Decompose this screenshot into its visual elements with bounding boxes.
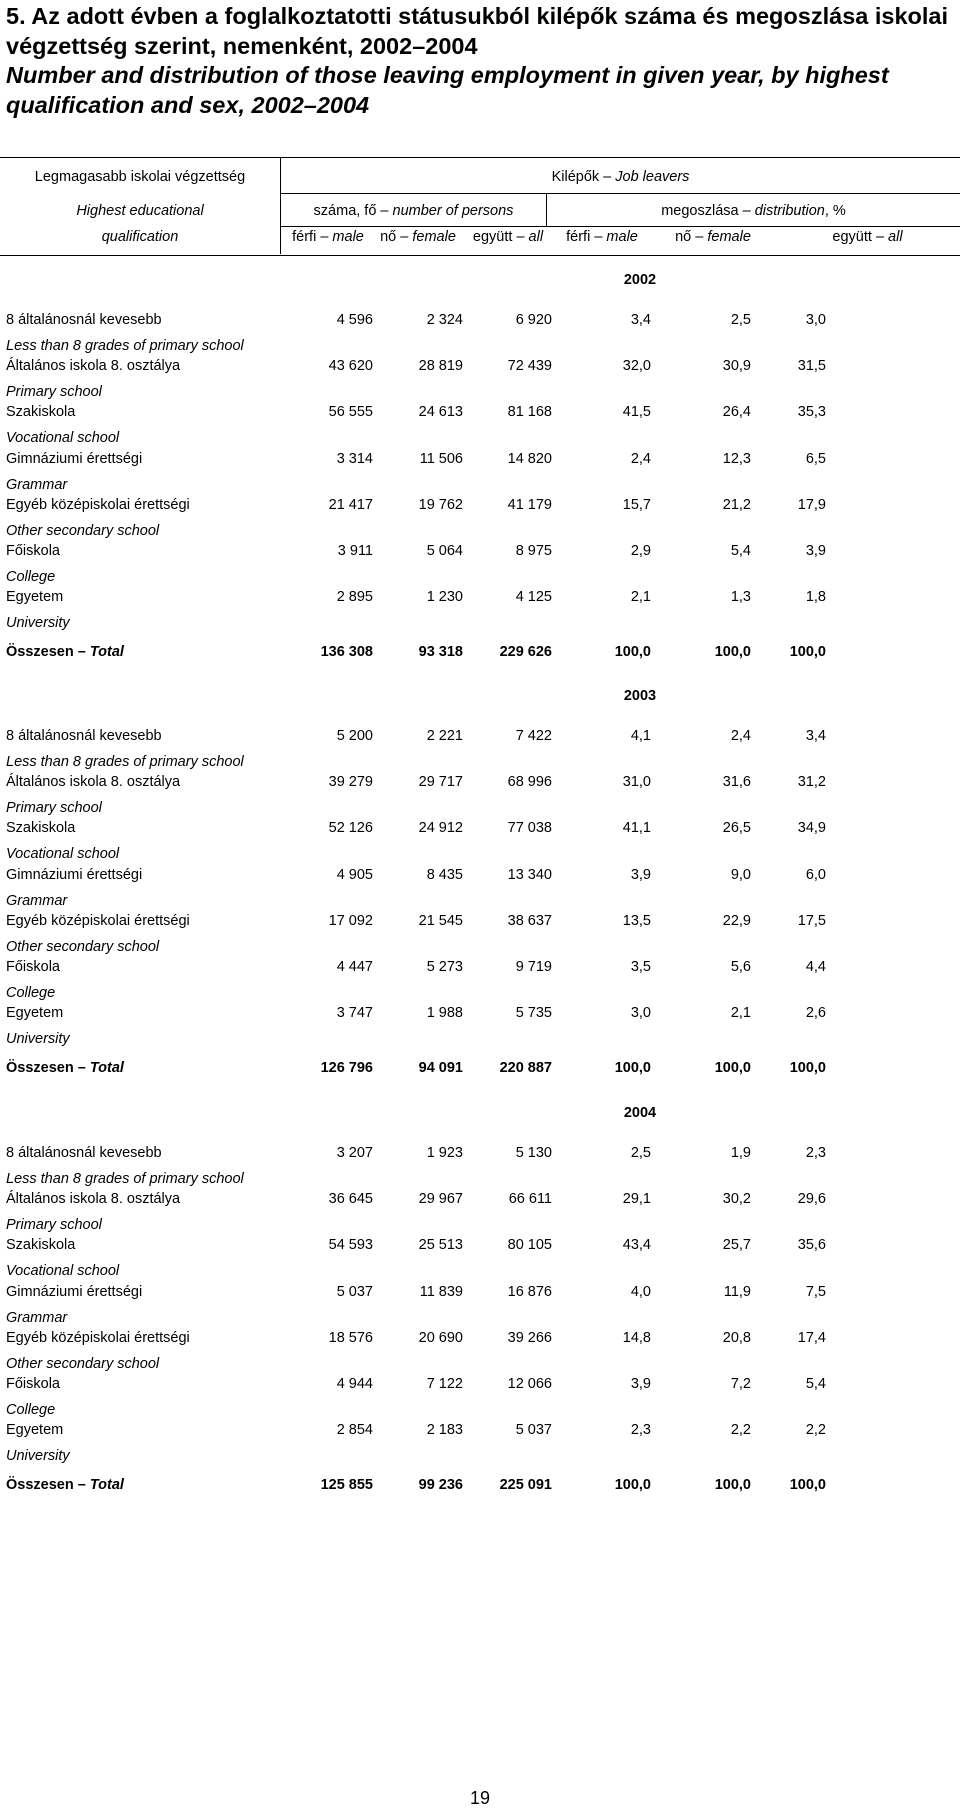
cell-value: 3,9 bbox=[630, 867, 651, 883]
cell-value: 5 037 bbox=[515, 1422, 552, 1438]
cell-value: 4 905 bbox=[336, 867, 373, 883]
cell-value: 18 576 bbox=[328, 1330, 373, 1346]
cell-value: 36 645 bbox=[328, 1191, 373, 1207]
cell-value: 2,3 bbox=[805, 1145, 826, 1161]
header-col-female: nő – female bbox=[380, 229, 456, 245]
section-year: 2002 bbox=[623, 272, 657, 288]
cell-value: 17,4 bbox=[797, 1330, 826, 1346]
cell-value: 100,0 bbox=[614, 1477, 651, 1493]
cell-value: 5 735 bbox=[515, 1005, 552, 1021]
cell-value: 2 324 bbox=[426, 312, 463, 328]
header-bottom-rule bbox=[0, 255, 960, 256]
row-label-en: Vocational school bbox=[6, 430, 120, 446]
cell-value: 100,0 bbox=[789, 1477, 826, 1493]
cell-value: 14 820 bbox=[507, 451, 552, 467]
row-label-en: Primary school bbox=[6, 384, 102, 400]
cell-value: 43 620 bbox=[328, 358, 373, 374]
cell-value: 225 091 bbox=[499, 1477, 552, 1493]
row-label-hu: Általános iskola 8. osztálya bbox=[6, 358, 181, 374]
cell-value: 77 038 bbox=[507, 820, 552, 836]
cell-value: 17 092 bbox=[328, 913, 373, 929]
cell-value: 2 183 bbox=[426, 1422, 463, 1438]
row-label-hu: Összesen – Total bbox=[6, 1477, 124, 1493]
cell-value: 41 179 bbox=[507, 497, 552, 513]
header-sub-rule bbox=[281, 226, 960, 227]
cell-value: 100,0 bbox=[789, 1060, 826, 1076]
row-label-hu: Szakiskola bbox=[6, 820, 76, 836]
table-row bbox=[6, 1005, 951, 1047]
row-label-en: Vocational school bbox=[6, 1263, 120, 1279]
cell-value: 3,4 bbox=[630, 312, 651, 328]
cell-value: 19 762 bbox=[418, 497, 463, 513]
cell-value: 43,4 bbox=[622, 1237, 651, 1253]
cell-value: 7,5 bbox=[805, 1284, 826, 1300]
total-row bbox=[6, 1477, 951, 1503]
cell-value: 6,5 bbox=[805, 451, 826, 467]
cell-value: 39 279 bbox=[328, 774, 373, 790]
cell-value: 35,6 bbox=[797, 1237, 826, 1253]
cell-value: 29 717 bbox=[418, 774, 463, 790]
row-label-hu: Egyetem bbox=[6, 1005, 64, 1021]
cell-value: 2,3 bbox=[630, 1422, 651, 1438]
table-row bbox=[6, 543, 951, 585]
row-label-en: College bbox=[6, 1402, 56, 1418]
cell-value: 2,2 bbox=[805, 1422, 826, 1438]
row-label-en: University bbox=[6, 1448, 70, 1464]
cell-value: 1,3 bbox=[730, 589, 751, 605]
cell-value: 5 037 bbox=[336, 1284, 373, 1300]
table-row bbox=[6, 820, 951, 862]
row-label-en: University bbox=[6, 1031, 70, 1047]
row-label-en: Less than 8 grades of primary school bbox=[6, 338, 244, 354]
header-col-female-pct: nő – female bbox=[675, 229, 751, 245]
table-row bbox=[6, 1237, 951, 1279]
cell-value: 5 200 bbox=[336, 728, 373, 744]
cell-value: 35,3 bbox=[797, 404, 826, 420]
cell-value: 32,0 bbox=[622, 358, 651, 374]
row-label-hu: 8 általánosnál kevesebb bbox=[6, 728, 162, 744]
cell-value: 31,5 bbox=[797, 358, 826, 374]
cell-value: 4 596 bbox=[336, 312, 373, 328]
row-label-en: Other secondary school bbox=[6, 523, 160, 539]
row-label-hu: Gimnáziumi érettségi bbox=[6, 1284, 143, 1300]
cell-value: 54 593 bbox=[328, 1237, 373, 1253]
cell-value: 15,7 bbox=[622, 497, 651, 513]
cell-value: 8 435 bbox=[426, 867, 463, 883]
cell-value: 3,4 bbox=[805, 728, 826, 744]
cell-value: 3 911 bbox=[337, 543, 373, 559]
cell-value: 4,0 bbox=[630, 1284, 651, 1300]
row-label-en: Other secondary school bbox=[6, 1356, 160, 1372]
cell-value: 29,1 bbox=[622, 1191, 651, 1207]
row-label-hu: Gimnáziumi érettségi bbox=[6, 867, 143, 883]
cell-value: 39 266 bbox=[507, 1330, 552, 1346]
cell-value: 2 895 bbox=[336, 589, 373, 605]
cell-value: 93 318 bbox=[418, 644, 463, 660]
title-hungarian: 5. Az adott évben a foglalkoztatotti státusukból kilépők száma és megoszlása iskolai végzettség szerint, nemenként, 2002–2004 bbox=[6, 3, 949, 59]
table-row bbox=[6, 1284, 951, 1326]
cell-value: 29 967 bbox=[418, 1191, 463, 1207]
cell-value: 2 221 bbox=[426, 728, 463, 744]
table-row bbox=[6, 959, 951, 1001]
cell-value: 31,2 bbox=[797, 774, 826, 790]
cell-value: 26,5 bbox=[722, 820, 751, 836]
cell-value: 21 545 bbox=[418, 913, 463, 929]
cell-value: 2,2 bbox=[730, 1422, 751, 1438]
row-label-en: Grammar bbox=[6, 893, 68, 909]
table-row bbox=[6, 358, 951, 400]
cell-value: 80 105 bbox=[507, 1237, 552, 1253]
row-label-en: Primary school bbox=[6, 1217, 102, 1233]
cell-value: 11 839 bbox=[419, 1284, 463, 1300]
cell-value: 24 912 bbox=[418, 820, 463, 836]
cell-value: 3 207 bbox=[336, 1145, 373, 1161]
cell-value: 56 555 bbox=[328, 404, 373, 420]
cell-value: 3,9 bbox=[630, 1376, 651, 1392]
cell-value: 26,4 bbox=[722, 404, 751, 420]
cell-value: 8 975 bbox=[515, 543, 552, 559]
cell-value: 100,0 bbox=[614, 1060, 651, 1076]
cell-value: 7,2 bbox=[730, 1376, 751, 1392]
row-label-hu: 8 általánosnál kevesebb bbox=[6, 1145, 162, 1161]
cell-value: 21,2 bbox=[722, 497, 751, 513]
row-label-en: Grammar bbox=[6, 1310, 68, 1326]
row-label-en: Other secondary school bbox=[6, 939, 160, 955]
cell-value: 1 230 bbox=[426, 589, 463, 605]
cell-value: 3,9 bbox=[805, 543, 826, 559]
table-row bbox=[6, 451, 951, 493]
row-label-hu: Egyéb középiskolai érettségi bbox=[6, 497, 190, 513]
cell-value: 13,5 bbox=[622, 913, 651, 929]
table-row bbox=[6, 774, 951, 816]
header-distribution: megoszlása – distribution, % bbox=[661, 203, 846, 219]
row-label-hu: Egyetem bbox=[6, 589, 64, 605]
header-col-all: együtt – all bbox=[472, 229, 544, 245]
cell-value: 24 613 bbox=[418, 404, 463, 420]
row-label-hu: Szakiskola bbox=[6, 1237, 76, 1253]
cell-value: 41,1 bbox=[622, 820, 651, 836]
table-row bbox=[6, 1191, 951, 1233]
row-label-en: Grammar bbox=[6, 477, 68, 493]
header-number-of-persons: száma, fő – number of persons bbox=[313, 203, 514, 219]
row-label-hu: Egyéb középiskolai érettségi bbox=[6, 913, 190, 929]
header-col0-en1: Highest educational bbox=[76, 203, 204, 219]
row-label-hu: Főiskola bbox=[6, 1376, 60, 1392]
cell-value: 6 920 bbox=[515, 312, 552, 328]
cell-value: 12,3 bbox=[722, 451, 751, 467]
cell-value: 1 923 bbox=[426, 1145, 463, 1161]
cell-value: 1 988 bbox=[426, 1005, 463, 1021]
table-row bbox=[6, 1145, 951, 1187]
table-row bbox=[6, 867, 951, 909]
header-col0-hu: Legmagasabb iskolai végzettség bbox=[34, 169, 246, 185]
header-col-male-pct: férfi – male bbox=[566, 229, 638, 245]
cell-value: 3,5 bbox=[630, 959, 651, 975]
table-row bbox=[6, 312, 951, 354]
cell-value: 16 876 bbox=[507, 1284, 552, 1300]
table-row bbox=[6, 1422, 951, 1464]
cell-value: 2,1 bbox=[730, 1005, 751, 1021]
cell-value: 13 340 bbox=[507, 867, 552, 883]
cell-value: 31,0 bbox=[622, 774, 651, 790]
row-label-hu: Összesen – Total bbox=[6, 1060, 124, 1076]
table-row bbox=[6, 497, 951, 539]
row-label-en: College bbox=[6, 569, 56, 585]
row-label-en: College bbox=[6, 985, 56, 1001]
row-label-hu: Összesen – Total bbox=[6, 644, 124, 660]
cell-value: 41,5 bbox=[622, 404, 651, 420]
total-row bbox=[6, 644, 951, 670]
header-top-rule bbox=[0, 157, 960, 158]
cell-value: 66 611 bbox=[508, 1191, 552, 1207]
cell-value: 2 854 bbox=[336, 1422, 373, 1438]
header-group-label: Kilépők – Job leavers bbox=[551, 169, 690, 185]
cell-value: 20,8 bbox=[722, 1330, 751, 1346]
cell-value: 5 273 bbox=[426, 959, 463, 975]
cell-value: 3,0 bbox=[805, 312, 826, 328]
table-row bbox=[6, 913, 951, 955]
table-row bbox=[6, 404, 951, 446]
cell-value: 2,5 bbox=[730, 312, 751, 328]
cell-value: 3,0 bbox=[630, 1005, 651, 1021]
cell-value: 29,6 bbox=[797, 1191, 826, 1207]
row-label-hu: Szakiskola bbox=[6, 404, 76, 420]
cell-value: 4 125 bbox=[515, 589, 552, 605]
title-english: Number and distribution of those leaving employment in given year, by highest qualification and sex, 2002–2004 bbox=[6, 62, 889, 118]
cell-value: 2,5 bbox=[630, 1145, 651, 1161]
cell-value: 4,1 bbox=[630, 728, 651, 744]
cell-value: 2,1 bbox=[630, 589, 651, 605]
header-col0-en2: qualification bbox=[101, 229, 179, 245]
header-col-male: férfi – male bbox=[292, 229, 364, 245]
cell-value: 17,5 bbox=[797, 913, 826, 929]
cell-value: 5,4 bbox=[730, 543, 751, 559]
cell-value: 6,0 bbox=[805, 867, 826, 883]
cell-value: 9 719 bbox=[515, 959, 552, 975]
page-title bbox=[6, 2, 956, 120]
cell-value: 100,0 bbox=[614, 644, 651, 660]
cell-value: 7 422 bbox=[515, 728, 552, 744]
cell-value: 31,6 bbox=[722, 774, 751, 790]
row-label-hu: Általános iskola 8. osztálya bbox=[6, 1191, 181, 1207]
cell-value: 2,4 bbox=[730, 728, 751, 744]
cell-value: 99 236 bbox=[418, 1477, 463, 1493]
cell-value: 4 944 bbox=[336, 1376, 373, 1392]
header-group-rule bbox=[281, 193, 960, 194]
row-label-hu: Gimnáziumi érettségi bbox=[6, 451, 143, 467]
row-label-en: Primary school bbox=[6, 800, 102, 816]
cell-value: 2,4 bbox=[630, 451, 651, 467]
row-label-en: Less than 8 grades of primary school bbox=[6, 1171, 244, 1187]
row-label-hu: 8 általánosnál kevesebb bbox=[6, 312, 162, 328]
cell-value: 5 130 bbox=[515, 1145, 552, 1161]
row-label-hu: Egyéb középiskolai érettségi bbox=[6, 1330, 190, 1346]
cell-value: 126 796 bbox=[320, 1060, 373, 1076]
table-row bbox=[6, 1376, 951, 1418]
header-col-all-pct: együtt – all bbox=[832, 229, 903, 245]
row-label-hu: Főiskola bbox=[6, 543, 60, 559]
cell-value: 220 887 bbox=[499, 1060, 552, 1076]
cell-value: 20 690 bbox=[418, 1330, 463, 1346]
cell-value: 81 168 bbox=[507, 404, 552, 420]
cell-value: 5,6 bbox=[730, 959, 751, 975]
cell-value: 30,2 bbox=[722, 1191, 751, 1207]
cell-value: 21 417 bbox=[328, 497, 373, 513]
cell-value: 1,9 bbox=[730, 1145, 751, 1161]
cell-value: 52 126 bbox=[328, 820, 373, 836]
cell-value: 11,9 bbox=[723, 1284, 751, 1300]
cell-value: 4 447 bbox=[336, 959, 373, 975]
cell-value: 11 506 bbox=[419, 451, 463, 467]
cell-value: 5 064 bbox=[426, 543, 463, 559]
section-year: 2004 bbox=[623, 1105, 657, 1121]
cell-value: 34,9 bbox=[797, 820, 826, 836]
row-label-en: Less than 8 grades of primary school bbox=[6, 754, 244, 770]
cell-value: 14,8 bbox=[622, 1330, 651, 1346]
cell-value: 4,4 bbox=[805, 959, 826, 975]
cell-value: 2,9 bbox=[630, 543, 651, 559]
cell-value: 136 308 bbox=[320, 644, 373, 660]
cell-value: 38 637 bbox=[507, 913, 552, 929]
section-year: 2003 bbox=[623, 688, 657, 704]
table-row bbox=[6, 728, 951, 770]
table-row bbox=[6, 589, 951, 631]
cell-value: 7 122 bbox=[426, 1376, 463, 1392]
cell-value: 2,6 bbox=[805, 1005, 826, 1021]
row-label-hu: Főiskola bbox=[6, 959, 60, 975]
row-label-hu: Általános iskola 8. osztálya bbox=[6, 774, 181, 790]
row-label-en: University bbox=[6, 615, 70, 631]
cell-value: 3 747 bbox=[336, 1005, 373, 1021]
cell-value: 229 626 bbox=[499, 644, 552, 660]
cell-value: 30,9 bbox=[722, 358, 751, 374]
cell-value: 5,4 bbox=[805, 1376, 826, 1392]
cell-value: 28 819 bbox=[418, 358, 463, 374]
cell-value: 9,0 bbox=[730, 867, 751, 883]
cell-value: 25,7 bbox=[722, 1237, 751, 1253]
cell-value: 22,9 bbox=[722, 913, 751, 929]
cell-value: 125 855 bbox=[320, 1477, 373, 1493]
cell-value: 3 314 bbox=[336, 451, 373, 467]
row-label-hu: Egyetem bbox=[6, 1422, 64, 1438]
cell-value: 17,9 bbox=[797, 497, 826, 513]
cell-value: 12 066 bbox=[507, 1376, 552, 1392]
cell-value: 25 513 bbox=[418, 1237, 463, 1253]
total-row bbox=[6, 1060, 951, 1086]
table-row bbox=[6, 1330, 951, 1372]
cell-value: 100,0 bbox=[714, 644, 751, 660]
cell-value: 72 439 bbox=[507, 358, 552, 374]
page-number: 19 bbox=[469, 1788, 491, 1808]
cell-value: 100,0 bbox=[789, 644, 826, 660]
cell-value: 100,0 bbox=[714, 1060, 751, 1076]
cell-value: 68 996 bbox=[507, 774, 552, 790]
cell-value: 94 091 bbox=[418, 1060, 463, 1076]
cell-value: 100,0 bbox=[714, 1477, 751, 1493]
cell-value: 1,8 bbox=[805, 589, 826, 605]
row-label-en: Vocational school bbox=[6, 846, 120, 862]
